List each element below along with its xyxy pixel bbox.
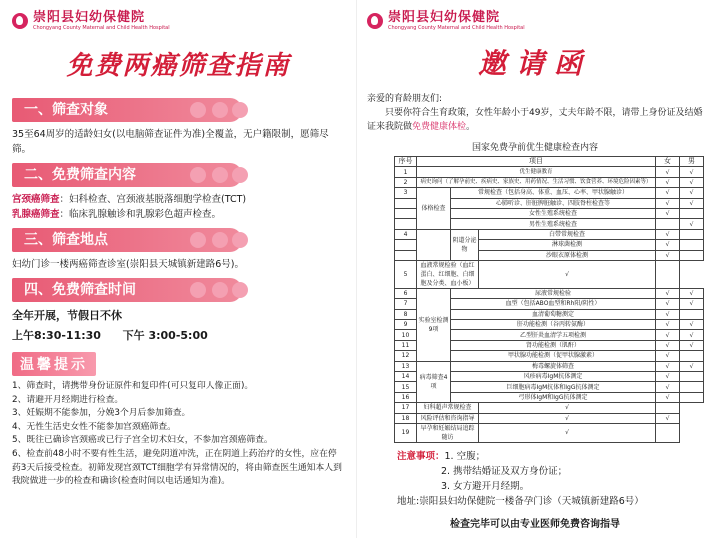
row-female-check: √: [479, 413, 656, 423]
tip-item: 6、检查前48小时不要有性生活，避免阴道冲洗，正在阴道上药治疗的女性，应在停药3天后接受检查。初筛发现宫颈TCT细胞学有异常情况的，将由筛查医生通知本人到我院做进一步的检查和确诊(检查时间以电话通知为准)。: [12, 448, 342, 487]
header-male: 男: [680, 157, 704, 167]
cervical-text: ：妇科检查、宫颈液基脱落细胞学检查(TCT): [59, 194, 247, 205]
invitation-body-text: 只要你符合生育政策，女性年龄小于49岁，丈夫年龄不限，请带上身份证及结婚证来我院做: [367, 108, 703, 132]
cervical-label: 宫颈癌筛查: [12, 194, 60, 205]
row-number: 6: [395, 288, 417, 298]
row-female-check: √: [656, 288, 680, 298]
row-male-check: [656, 403, 680, 413]
invitation-panel: [356, 0, 711, 538]
row-number: 14: [395, 372, 417, 382]
row-male-check: [656, 423, 680, 442]
row-number: 10: [395, 330, 417, 340]
header-item: 项目: [417, 157, 656, 167]
row-female-check: √: [479, 403, 656, 413]
tips-list: [12, 380, 345, 489]
row-male-check: [680, 229, 704, 239]
row-item: 乙型肝炎血清学五项检测: [451, 330, 656, 340]
row-male-check: [656, 260, 680, 288]
row-male-check: √: [680, 219, 704, 229]
row-male-check: √: [680, 340, 704, 350]
row-number: [395, 198, 417, 208]
time-all-year: 全年开展，节假日不休: [12, 309, 122, 322]
row-male-check: √: [680, 299, 704, 309]
table-row: [395, 177, 704, 187]
row-number: [395, 208, 417, 218]
exam-table: [394, 156, 704, 443]
hospital-logo-icon: [367, 13, 383, 29]
row-female-check: √: [479, 423, 656, 442]
tip-item: 2、请避开月经期进行检查。: [12, 394, 124, 405]
row-item: 肝功能检测（谷丙转氨酶）: [451, 320, 656, 330]
invitation-greeting: 亲爱的育龄朋友们:: [367, 94, 443, 104]
row-female-check: √: [656, 198, 680, 208]
table-row: [395, 288, 704, 298]
row-male-check: √: [680, 288, 704, 298]
row-female-check: √: [479, 260, 656, 288]
row-number: 17: [395, 403, 417, 413]
invitation-body-highlight: 免费健康体检: [412, 122, 467, 132]
row-male-check: √: [680, 198, 704, 208]
breast-text: ：临床乳腺触诊和乳腺彩色超声检查。: [59, 209, 222, 220]
row-male-check: [680, 382, 704, 392]
row-female-check: √: [656, 167, 680, 177]
table-row: [395, 403, 704, 413]
row-female-check: √: [656, 340, 680, 350]
decor-dot: [232, 232, 248, 248]
row-item: 肾功能检测（肌酐）: [451, 340, 656, 350]
hospital-name-cn: 崇阳县妇幼保健院: [33, 10, 146, 25]
row-item: 甲状腺功能检测（促甲状腺激素）: [451, 351, 656, 361]
tip-item: 5、既往已确诊宫颈癌或已行子宫全切术妇女，不参加宫颈癌筛查。: [12, 435, 273, 446]
row-female-check: √: [656, 240, 680, 250]
row-male-check: √: [680, 177, 704, 187]
row-item: 巨细胞病毒IgM抗体和IgG抗体测定: [451, 382, 656, 392]
row-male-check: [680, 240, 704, 250]
row-item: 沙眼衣原体检测: [479, 250, 656, 260]
note-item: 2. 携带结婚证及双方身份证；: [441, 465, 568, 477]
decor-dot: [190, 167, 206, 183]
row-item: 梅毒螺旋体筛查: [451, 361, 656, 371]
header-no: 序号: [395, 157, 417, 167]
notes-block: [367, 449, 703, 494]
hospital-name-en: Chongyang County Maternal and Child Health Hospital: [388, 25, 525, 31]
decor-dot: [232, 102, 248, 118]
table-row: [395, 413, 704, 423]
row-male-check: [680, 250, 704, 260]
decor-dot: [212, 102, 228, 118]
hospital-logo: [12, 6, 345, 36]
section-target-label: 一、筛查对象: [24, 102, 108, 118]
row-number: 5: [395, 260, 417, 288]
row-number: 2: [395, 177, 417, 187]
row-item: 弓形体IgM和IgG抗体测定: [451, 392, 656, 402]
note-item: 3. 女方避开月经期。: [441, 480, 530, 492]
row-number: 8: [395, 309, 417, 319]
row-item: 尿液常规检验: [451, 288, 656, 298]
invitation-body: [367, 106, 703, 134]
breast-label: 乳腺癌筛查: [12, 209, 60, 220]
section-time-label: 四、免费筛查时间: [24, 282, 136, 298]
time-hours: [12, 326, 345, 346]
content-text: [12, 192, 345, 222]
decor-dot: [190, 282, 206, 298]
hospital-logo-icon: [12, 13, 28, 29]
row-female-check: √: [656, 208, 680, 218]
row-male-check: √: [680, 188, 704, 198]
row-number: 4: [395, 229, 417, 239]
decor-dot: [212, 167, 228, 183]
decor-dot: [232, 282, 248, 298]
section-content-header: [12, 163, 242, 187]
decor-dot: [212, 282, 228, 298]
table-header-row: [395, 157, 704, 167]
decor-dot: [190, 232, 206, 248]
invitation-body-end: 。: [466, 122, 476, 132]
decor-dot: [232, 167, 248, 183]
section-content-label: 二、免费筛查内容: [24, 167, 136, 183]
row-male-check: √: [680, 320, 704, 330]
row-item: 血液常规检验（血红蛋白、红细胞、白细胞及分类、血小板）: [417, 260, 479, 288]
row-item: 心肺听诊、肝脏脾脏触诊、四肢脊柱检查等: [451, 198, 656, 208]
decor-dot: [212, 232, 228, 248]
footer-text: 检查完毕可以由专业医师免费咨询指导: [450, 518, 620, 530]
header-female: 女: [656, 157, 680, 167]
tips-title: 温馨提示: [12, 352, 96, 376]
row-number: [395, 240, 417, 250]
row-female-check: [656, 219, 680, 229]
row-item: 病史询问（了解孕前史、疾病史、家族史、用药情况、生活习惯、饮食营养、环境危险因素等）: [417, 177, 656, 187]
row-item: 血型（包括ABO血型和Rh阳/阴性）: [451, 299, 656, 309]
time-am: 上午8:30-11:30: [12, 329, 101, 342]
row-number: 16: [395, 392, 417, 402]
row-item: 妇科超声常规检查: [417, 403, 479, 413]
row-item: 风险评估和咨询指导: [417, 413, 479, 423]
table-row: [395, 361, 704, 371]
row-number: 3: [395, 188, 417, 198]
location-text: 妇幼门诊一楼两癌筛查诊室(崇阳县天城镇新建路6号)。: [12, 259, 244, 270]
row-male-check: √: [656, 413, 680, 423]
row-number: 9: [395, 320, 417, 330]
row-female-check: √: [656, 320, 680, 330]
row-number: [395, 219, 417, 229]
row-number: 13: [395, 361, 417, 371]
row-item: 优生健康教育: [417, 167, 656, 177]
row-item: 早孕和妊娠结局追踪随访: [417, 423, 479, 442]
row-category: [417, 229, 451, 260]
row-female-check: √: [656, 382, 680, 392]
table-row: [395, 260, 704, 288]
address-text: 地址:崇阳县妇幼保健院一楼备孕门诊（天城镇新建路6号）: [397, 495, 644, 507]
row-male-check: √: [680, 330, 704, 340]
row-male-check: [680, 351, 704, 361]
row-female-check: √: [656, 309, 680, 319]
table-row: [395, 188, 704, 198]
row-item: 淋球菌检测: [479, 240, 656, 250]
row-item: 血清葡萄糖测定: [451, 309, 656, 319]
row-female-check: √: [656, 361, 680, 371]
tip-item: 1、筛查时，请携带身份证原件和复印件(可只复印人像正面)。: [12, 381, 254, 391]
row-male-check: [680, 309, 704, 319]
row-female-check: √: [656, 372, 680, 382]
decor-dot: [190, 102, 206, 118]
row-male-check: √: [680, 361, 704, 371]
note-item: 1. 空腹；: [444, 450, 486, 462]
row-female-check: √: [656, 392, 680, 402]
row-number: [395, 250, 417, 260]
row-female-check: √: [656, 188, 680, 198]
invitation-title: 邀请函: [477, 47, 592, 80]
row-female-check: √: [656, 299, 680, 309]
notes-label: 注意事项：: [397, 450, 445, 462]
section-time-header: [12, 278, 242, 302]
row-number: 7: [395, 299, 417, 309]
row-category: 实验室检测9项: [417, 288, 451, 361]
row-item: 风疹病毒IgM抗体测定: [451, 372, 656, 382]
time-pm: 下午 3:00-5:00: [122, 329, 208, 342]
section-location-header: [12, 228, 242, 252]
row-item: 白带常规检查: [479, 229, 656, 239]
row-category: 体格检查: [417, 188, 451, 230]
row-number: 15: [395, 382, 417, 392]
screening-guide-panel: [0, 0, 355, 538]
row-male-check: √: [680, 167, 704, 177]
row-male-check: [680, 392, 704, 402]
hospital-name-en: Chongyang County Maternal and Child Health Hospital: [33, 25, 170, 31]
tip-item: 4、无性生活史女性不能参加宫颈癌筛查。: [12, 421, 176, 432]
row-number: 1: [395, 167, 417, 177]
row-female-check: √: [656, 250, 680, 260]
row-male-check: [680, 372, 704, 382]
row-female-check: √: [656, 177, 680, 187]
hospital-name-cn: 崇阳县妇幼保健院: [388, 10, 501, 25]
row-item: 男性生殖系统检查: [451, 219, 656, 229]
row-number: 11: [395, 340, 417, 350]
target-text: 35至64周岁的适龄妇女(以电脑筛查证件为准)全覆盖，无户籍限制，愿筛尽筛。: [12, 129, 329, 155]
row-item: 常规检查（包括身高、体重、血压、心率、甲状腺触诊）: [451, 188, 656, 198]
hospital-logo: [367, 6, 703, 36]
section-target-header: [12, 98, 242, 122]
row-number: 12: [395, 351, 417, 361]
row-female-check: √: [656, 330, 680, 340]
exam-table-title: 国家免费孕前优生健康检查内容: [471, 143, 598, 153]
tip-item: 3、妊娠期不能参加，分娩3个月后参加筛查。: [12, 408, 191, 419]
row-female-check: √: [656, 229, 680, 239]
table-row: [395, 229, 704, 239]
row-female-check: √: [656, 351, 680, 361]
table-row: [395, 423, 704, 442]
table-row: [395, 167, 704, 177]
row-number: 18: [395, 413, 417, 423]
guide-title: 免费两癌筛查指南: [66, 51, 291, 81]
section-location-label: 三、筛查地点: [24, 232, 108, 248]
row-category: 病毒筛查4项: [417, 361, 451, 403]
row-item: 女性生殖系统检查: [451, 208, 656, 218]
row-subcategory: 阴道分泌物: [451, 229, 479, 260]
row-male-check: [680, 208, 704, 218]
row-number: 19: [395, 423, 417, 442]
